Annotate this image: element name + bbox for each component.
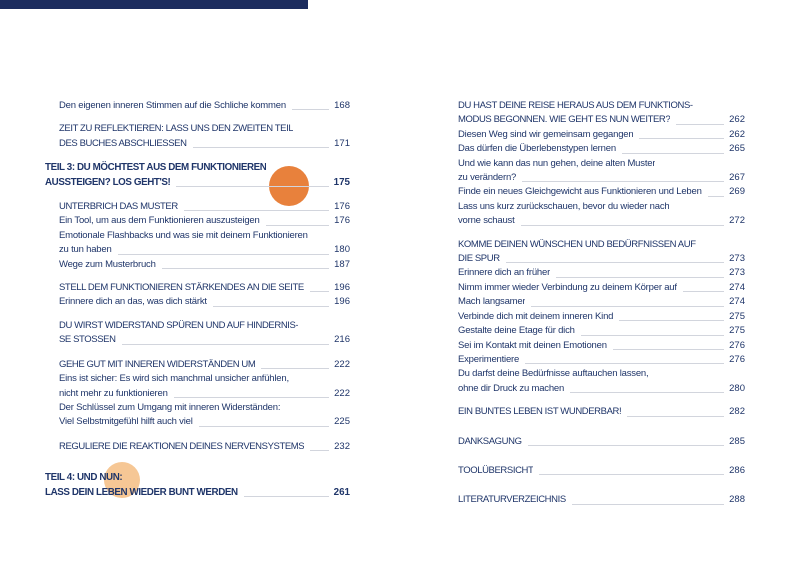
toc-entry-text: DU HAST DEINE REISE HERAUS AUS DEM FUNKTIONS- [458,100,693,111]
page-number: 180 [334,244,350,256]
toc-entry-line [444,171,745,185]
toc-entry-line [45,99,350,113]
toc-entry-text: EIN BUNTES LEBEN IST WUNDERBAR! [458,406,622,418]
toc-entry-line [45,440,350,454]
leader-line [122,344,330,345]
toc-entry-text: Nimm immer wieder Verbindung zu deinem Körper auf [458,281,677,293]
leader-line [310,450,329,451]
page-number: 232 [334,440,350,452]
toc-entry-line [444,464,745,478]
toc-entry-text: Das dürfen die Überlebenstypen lernen [458,143,616,155]
page-number: 276 [729,353,745,365]
toc-entry-text: Wege zum Musterbruch [59,258,156,270]
leader-line [556,277,724,278]
page-number: 280 [729,382,745,394]
leader-line [261,368,329,369]
page-number: 274 [729,296,745,308]
toc-entry-text: TEIL 4: UND NUN: [45,472,123,484]
browser-toolbar-fragment [0,0,308,9]
toc-entry-line [444,214,745,228]
toc-entry-text: AUSSTEIGEN? LOS GEHT'S! [45,176,171,188]
toc-entry-line [444,113,745,127]
leader-line [683,291,724,292]
leader-line [639,138,724,139]
toc-entry-text: Lass uns kurz zurückschauen, bevor du wieder nach [458,200,670,212]
page-number: 286 [729,464,745,476]
page-number: 273 [729,267,745,279]
toc-entry-text: zu tun haben [59,244,112,256]
toc-entry-line [444,142,745,156]
toc-entry-line [45,243,350,257]
toc-entry-line [444,238,745,252]
toc-entry-line [444,310,745,324]
leader-line [184,210,329,211]
toc-entry-text: LITERATURVERZEICHNIS [458,494,566,506]
page-number: 261 [333,486,350,498]
page-number: 275 [729,310,745,322]
toc-entry-text: zu verändern? [458,172,517,184]
toc-entry-line [444,353,745,367]
page-number: 222 [334,387,350,399]
toc-entry-text: LASS DEIN LEBEN WIEDER BUNT WERDEN [45,486,238,498]
toc-entry-line [444,252,745,266]
leader-line [581,335,724,336]
toc-left-page [45,99,350,500]
toc-entry-text: Emotionale Flashbacks und was sie mit deinem Funktionieren [59,229,308,241]
leader-line [622,153,724,154]
toc-entry-line [45,372,350,386]
leader-line [531,306,724,307]
page-number: 274 [729,281,745,293]
toc-entry-text: Experimentiere [458,353,520,365]
leader-line [292,109,329,110]
toc-entry-text: Den eigenen inneren Stimmen auf die Schliche kommen [59,100,286,111]
toc-entry-text: REGULIERE DIE REAKTIONEN DEINES NERVENSYSTEMS [59,440,305,452]
leader-line [676,124,724,125]
toc-entry-line [45,176,350,190]
page-number: 175 [333,176,350,188]
toc-entry-text: GEHE GUT MIT INNEREN WIDERSTÄNDEN UM [59,358,256,370]
toc-entry-line [45,387,350,401]
toc-entry-text: Diesen Weg sind wir gemeinsam gegangen [458,128,634,140]
toc-entry-line [444,367,745,381]
leader-line [244,496,329,497]
toc-entry-line [444,157,745,171]
leader-line [162,268,329,269]
page-number: 285 [729,435,745,447]
toc-entry-line [444,339,745,353]
toc-entry-line [444,266,745,280]
page-number: 267 [729,172,745,184]
toc-entry-line [45,281,350,295]
toc-entry-line [444,185,745,199]
leader-line [708,196,724,197]
toc-entry-line [444,405,745,419]
page-number: 216 [334,334,350,346]
toc-entry-text: nicht mehr zu funktionieren [59,387,168,399]
page-number: 273 [729,253,745,265]
toc-entry-line [45,122,350,136]
toc-entry-text: STELL DEM FUNKTIONIEREN STÄRKENDES AN DIE SEITE [59,282,304,294]
page-number: 262 [729,114,745,126]
page-number: 196 [334,282,350,294]
toc-entry-text: ohne dir Druck zu machen [458,382,565,394]
toc-entry-text: MODUS BEGONNEN. WIE GEHT ES NUN WEITER? [458,114,671,126]
toc-entry-text: Finde ein neues Gleichgewicht aus Funktionieren und Leben [458,186,702,198]
toc-entry-text: KOMME DEINEN WÜNSCHEN UND BEDÜRFNISSEN AUF [458,238,696,250]
toc-entry-line [444,295,745,309]
toc-entry-text: ZEIT ZU REFLEKTIEREN: LASS UNS DEN ZWEITEN TEIL [59,123,294,135]
page-number: 176 [334,201,350,213]
toc-entry-text: Ein Tool, um aus dem Funktionieren auszusteigen [59,215,260,227]
leader-line [528,445,725,446]
page-number: 275 [729,325,745,337]
toc-entry-text: Gestalte deine Etage für dich [458,325,575,337]
leader-line [193,147,330,148]
page-number: 269 [729,186,745,198]
toc-entry-line [444,435,745,449]
page-number: 225 [334,416,350,428]
toc-entry-text: vorne schaust [458,215,515,227]
toc-entry-text: Du darfst deine Bedürfnisse auftauchen lassen, [458,368,649,380]
page-number: 171 [334,137,350,149]
toc-entry-line [444,200,745,214]
toc-entry-line [45,200,350,214]
toc-entry-line [444,281,745,295]
page-number: 222 [334,358,350,370]
toc-right-page [444,99,745,508]
toc-entry-text: Erinnere dich an früher [458,267,551,279]
toc-entry-text: Und wie kann das nun gehen, deine alten Muster [458,157,656,169]
toc-entry-line [45,401,350,415]
toc-entry-line [45,333,350,347]
leader-line [174,397,329,398]
page-number: 282 [729,406,745,418]
toc-entry-text: Erinnere dich an das, was dich stärkt [59,296,207,308]
toc-entry-text: DU WIRST WIDERSTAND SPÜREN UND AUF HINDERNIS- [59,319,299,331]
toc-entry-text: DIE SPUR [458,253,500,265]
toc-entry-text: SE STOSSEN [59,334,116,346]
leader-line [613,349,724,350]
page-number: 288 [729,494,745,506]
toc-entry-line [45,319,350,333]
toc-entry-text: Der Schlüssel zum Umgang mit inneren Widerständen: [59,401,281,413]
toc-entry-text: DANKSAGUNG [458,435,522,447]
leader-line [506,262,724,263]
toc-entry-line [45,137,350,151]
toc-entry-line [444,128,745,142]
toc-entry-line [45,229,350,243]
page-number: 196 [334,296,350,308]
toc-entry-text: Viel Selbstmitgefühl hilft auch viel [59,416,193,428]
toc-entry-text: Eins ist sicher: Es wird sich manchmal unsicher anfühlen, [59,373,289,385]
toc-entry-line [45,471,350,485]
toc-entry-text: UNTERBRICH DAS MUSTER [59,201,178,213]
toc-entry-text: TEIL 3: DU MÖCHTEST AUS DEM FUNKTIONIEREN [45,162,267,174]
toc-entry-line [45,258,350,272]
toc-entry-line [444,382,745,396]
toc-entry-line [444,493,745,507]
toc-entry-line [45,161,350,175]
leader-line [539,474,724,475]
leader-line [266,225,330,226]
toc-entry-text: Mach langsamer [458,296,526,308]
page-number: 176 [334,215,350,227]
page-number: 168 [334,100,350,111]
leader-line [176,186,328,187]
toc-entry-line [444,324,745,338]
toc-entry-text: DES BUCHES ABSCHLIESSEN [59,137,187,149]
page-number: 265 [729,143,745,155]
leader-line [572,504,724,505]
leader-line [522,181,724,182]
leader-line [570,392,724,393]
toc-entry-text: Verbinde dich mit deinem inneren Kind [458,310,614,322]
leader-line [213,306,329,307]
leader-line [118,254,330,255]
leader-line [619,320,724,321]
leader-line [521,225,725,226]
leader-line [199,426,330,427]
toc-entry-text: Sei im Kontakt mit deinen Emotionen [458,339,607,351]
leader-line [525,363,724,364]
toc-entry-line [444,99,745,113]
leader-line [627,416,724,417]
page-number: 276 [729,339,745,351]
toc-entry-line [45,358,350,372]
toc-entry-line [45,486,350,500]
toc-entry-line [45,415,350,429]
page-number: 272 [729,215,745,227]
page-number: 187 [334,258,350,270]
toc-entry-line [45,295,350,309]
toc-entry-line [45,214,350,228]
page-number: 262 [729,128,745,140]
leader-line [310,291,329,292]
toc-entry-text: TOOLÜBERSICHT [458,464,534,476]
